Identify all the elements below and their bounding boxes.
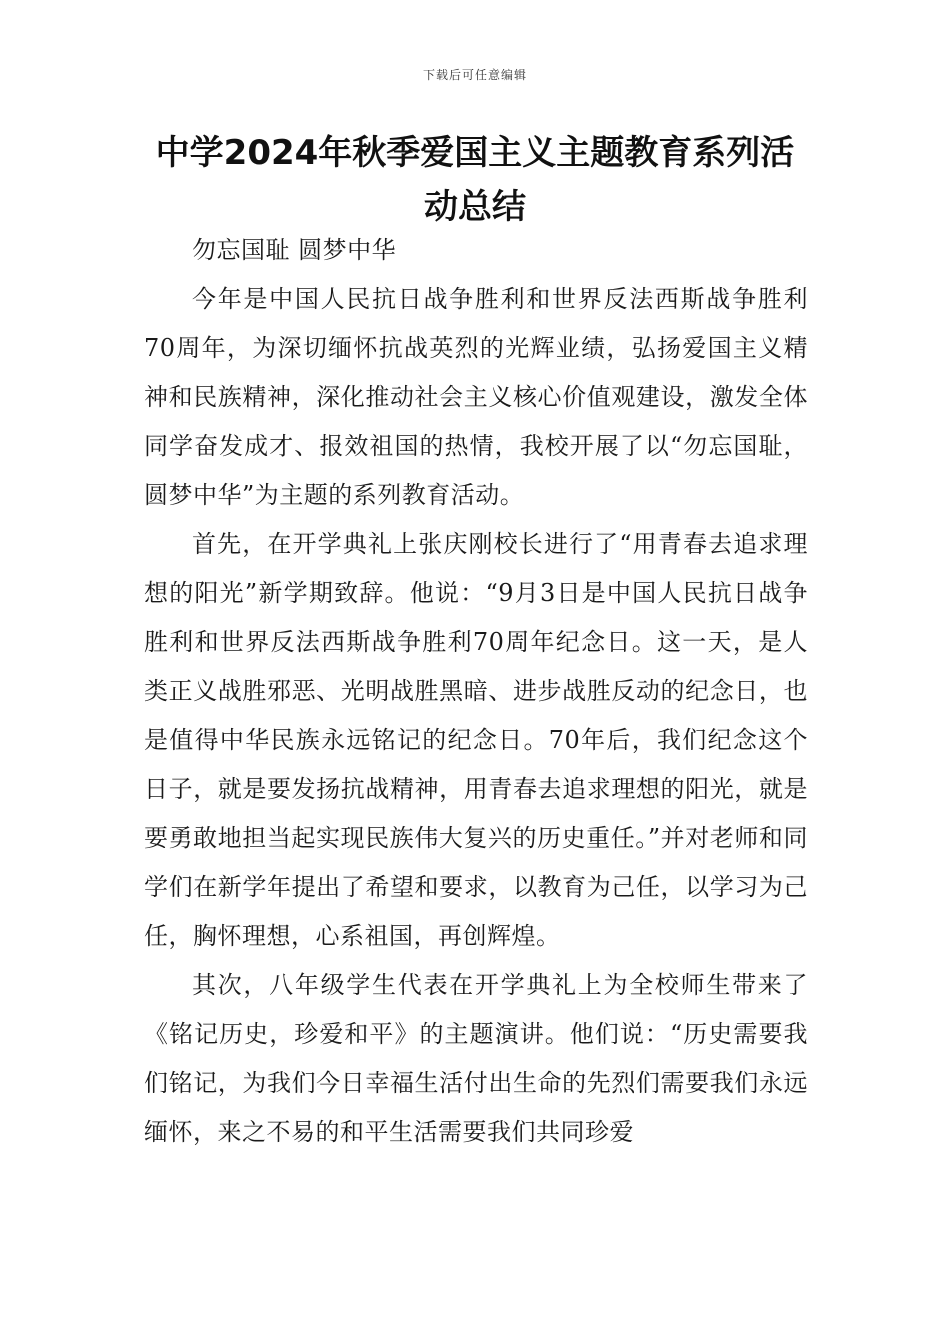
paragraph-3: 其次，八年级学生代表在开学典礼上为全校师生带来了《铭记历史，珍爱和平》的主题演讲。他们说：“历史需要我们铭记，为我们今日幸福生活付出生命的先烈们需要我们永远缅怀，来之不易的和平生活需要我们共同珍爱 bbox=[144, 971, 808, 1146]
paragraph-1: 今年是中国人民抗日战争胜利和世界反法西斯战争胜利70周年，为深切缅怀抗战英烈的光辉业绩，弘扬爱国主义精神和民族精神，深化推动社会主义核心价值观建设，激发全体同学奋发成才、报效祖国的热情，我校开展了以“勿忘国耻，圆梦中华”为主题的系列教育活动。 bbox=[144, 285, 808, 509]
document-body bbox=[144, 226, 808, 1157]
page-title: 中学2024年秋季爱国主义主题教育系列活动总结 bbox=[155, 133, 795, 227]
header-note: 下载后可任意编辑 bbox=[422, 68, 527, 82]
document-subtitle: 勿忘国耻 圆梦中华 bbox=[192, 236, 397, 264]
paragraph-2: 首先，在开学典礼上张庆刚校长进行了“用青春去追求理想的阳光”新学期致辞。他说：“9月3日是中国人民抗日战争胜利和世界反法西斯战争胜利70周年纪念日。这一天，是人类正义战胜邪恶、光明战胜黑暗、进步战胜反动的纪念日，也是值得中华民族永远铭记的纪念日。70年后，我们纪念这个日子，就是要发扬抗战精神，用青春去追求理想的阳光，就是要勇敢地担当起实现民族伟大复兴的历史重任。”并对老师和同学们在新学年提出了希望和要求，以教育为己任，以学习为己任，胸怀理想，心系祖国，再创辉煌。 bbox=[144, 530, 808, 950]
